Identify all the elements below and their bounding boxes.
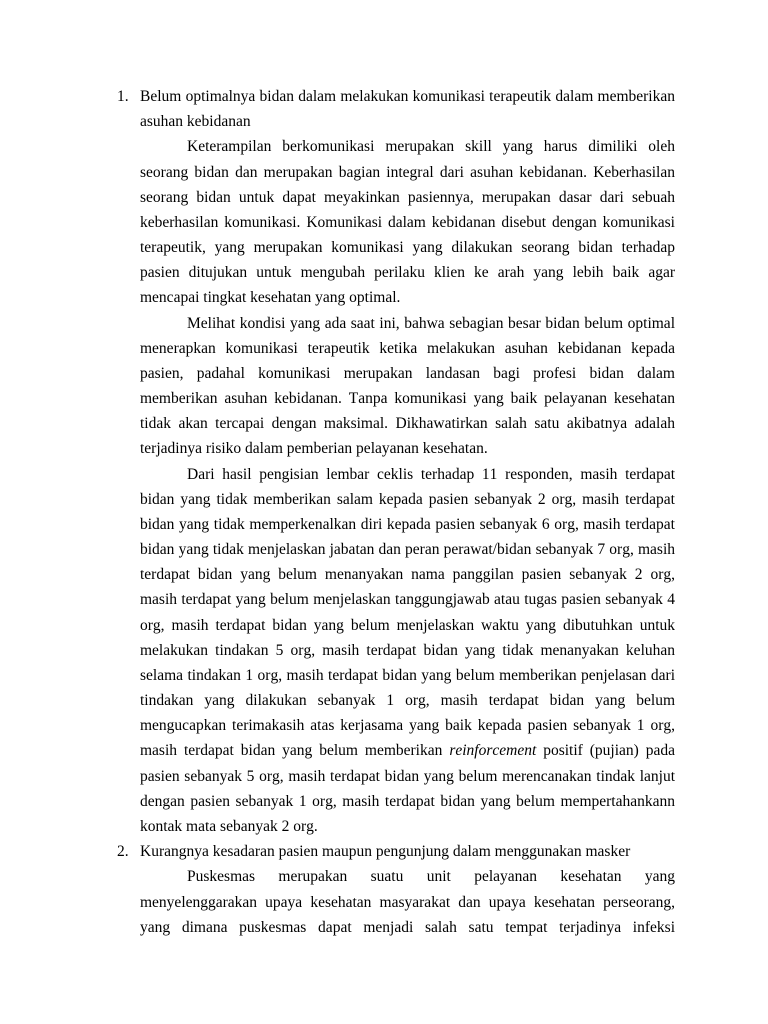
list-item-number: 1.	[117, 88, 129, 105]
list-item-number: 2.	[117, 843, 129, 861]
list-item-2	[117, 839, 675, 940]
list-item-1	[117, 84, 675, 839]
list-item-heading: Kurangnya kesadaran pasien maupun pengunjung dalam menggunakan masker	[140, 843, 631, 861]
list-item-heading: Belum optimalnya bidan dalam melakukan komunikasi terapeutik dalam memberikan asuhan kebidanan	[140, 88, 675, 131]
paragraph	[140, 462, 675, 840]
paragraph-text: Dari hasil pengisian lembar ceklis terhadap 11 responden, masih terdapat bidan yang tidak memberikan salam kepada pasien sebanyak 2 org, masih terdapat bidan yang tidak memperkenalkan diri kepada pasien sebanyak 6 org, masih terdapat bidan yang tidak menjelaskan jabatan dan peran perawat/bidan sebanyak 7 org, masih terdapat bidan yang belum menanyakan nama panggilan pasien sebanyak 2 org, masih terdapat yang belum menjelaskan tanggungjawab atau tugas pasien sebanyak 4 org, masih terdapat bidan yang belum menjelaskan waktu yang dibutuhkan untuk melakukan tindakan 5 org, masih terdapat bidan yang tidak menanyakan keluhan selama tindakan 1 org, masih terdapat bidan yang belum memberikan penjelasan dari tindakan yang dilakukan sebanyak 1 org, masih terdapat bidan yang belum mengucapkan terimakasih atas kerjasama yang baik kepada pasien sebanyak 1 org, masih terdapat bidan yang belum memberikan	[140, 465, 675, 760]
document-body	[117, 84, 675, 940]
paragraph: Puskesmas merupakan suatu unit pelayanan kesehatan yang menyelenggarakan upaya kesehatan masyarakat dan upaya kesehatan perseorang, yang dimana puskesmas dapat menjadi salah satu tempat terjadinya infeksi	[140, 868, 675, 936]
paragraph-text: positif (pujian) pada pasien sebanyak 5 org, masih terdapat bidan yang belum merencanakan tindak lanjut dengan pasien sebanyak 1 org, masih terdapat bidan yang belum mempertahankann kontak mata sebanyak 2 org.	[140, 742, 675, 835]
paragraph: Keterampilan berkomunikasi merupakan skill yang harus dimiliki oleh seorang bidan dan merupakan bagian integral dari asuhan kebidanan. Keberhasilan seorang bidan untuk dapat meyakinkan pasiennya, merupakan dasar dari sebuah keberhasilan komunikasi. Komunikasi dalam kebidanan disebut dengan komunikasi terapeutik, yang merupakan komunikasi yang dilakukan seorang bidan terhadap pasien ditujukan untuk mengubah perilaku klien ke arah yang lebih baik agar mencapai tingkat kesehatan yang optimal.	[140, 138, 675, 307]
paragraph: Melihat kondisi yang ada saat ini, bahwa sebagian besar bidan belum optimal menerapkan komunikasi terapeutik ketika melakukan asuhan kebidanan kepada pasien, padahal komunikasi merupakan landasan bagi profesi bidan dalam memberikan asuhan kebidanan. Tanpa komunikasi yang baik pelayanan kesehatan tidak akan tercapai dengan maksimal. Dikhawatirkan salah satu akibatnya adalah terjadinya risiko dalam pemberian pelayanan kesehatan.	[140, 314, 675, 458]
italic-term: reinforcement	[449, 742, 537, 760]
